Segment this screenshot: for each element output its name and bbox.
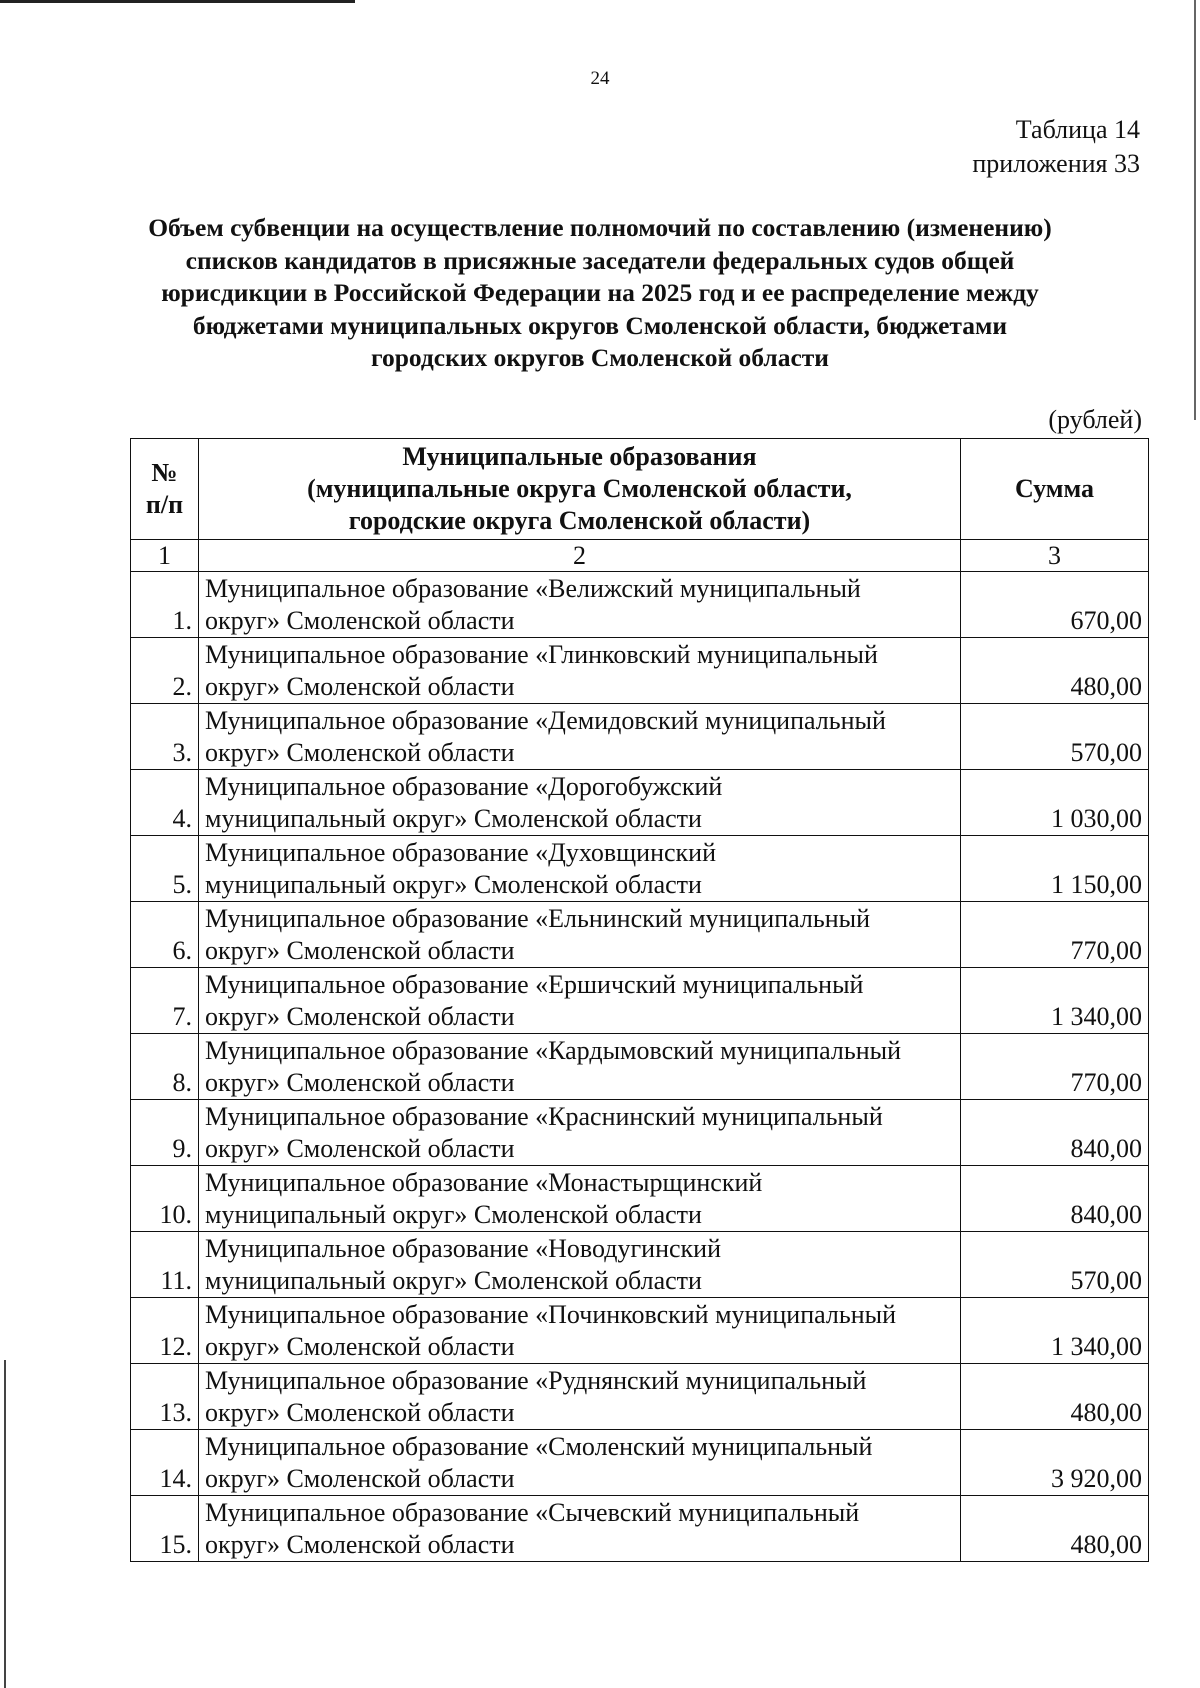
row-sum: 770,00 bbox=[961, 902, 1149, 968]
row-sum: 770,00 bbox=[961, 1034, 1149, 1100]
row-municipality-line-1: Муниципальное образование «Починковский муниципальный bbox=[205, 1300, 897, 1329]
row-municipality-line-2: округ» Смоленской области bbox=[205, 606, 515, 635]
row-municipality bbox=[199, 1034, 961, 1100]
row-municipality-line-2: округ» Смоленской области bbox=[205, 738, 515, 767]
row-municipality-line-1: Муниципальное образование «Демидовский муниципальный bbox=[205, 706, 886, 735]
row-municipality bbox=[199, 836, 961, 902]
row-municipality-line-1: Муниципальное образование «Дорогобужский bbox=[205, 772, 723, 801]
row-number: 14. bbox=[131, 1430, 199, 1496]
row-number: 9. bbox=[131, 1100, 199, 1166]
table-row bbox=[131, 902, 1149, 968]
table-row bbox=[131, 704, 1149, 770]
row-sum: 480,00 bbox=[961, 1364, 1149, 1430]
table-row bbox=[131, 1298, 1149, 1364]
row-municipality bbox=[199, 902, 961, 968]
row-municipality-line-2: муниципальный округ» Смоленской области bbox=[205, 804, 702, 833]
table-row bbox=[131, 1034, 1149, 1100]
row-sum: 480,00 bbox=[961, 638, 1149, 704]
row-municipality bbox=[199, 704, 961, 770]
table-row bbox=[131, 770, 1149, 836]
row-number: 2. bbox=[131, 638, 199, 704]
row-municipality-line-1: Муниципальное образование «Руднянский муниципальный bbox=[205, 1366, 867, 1395]
table-reference-line-1: Таблица 14 bbox=[1015, 115, 1140, 144]
row-sum: 670,00 bbox=[961, 572, 1149, 638]
row-number: 1. bbox=[131, 572, 199, 638]
document-title bbox=[120, 212, 1080, 375]
row-municipality-line-2: округ» Смоленской области bbox=[205, 672, 515, 701]
row-municipality-line-1: Муниципальное образование «Новодугинский bbox=[205, 1234, 721, 1263]
table-row bbox=[131, 1166, 1149, 1232]
scan-edge-right bbox=[1194, 0, 1196, 420]
row-municipality-line-1: Муниципальное образование «Велижский муниципальный bbox=[205, 574, 861, 603]
table-row bbox=[131, 1496, 1149, 1562]
row-municipality bbox=[199, 638, 961, 704]
row-municipality-line-1: Муниципальное образование «Глинковский муниципальный bbox=[205, 640, 878, 669]
header-number: № п/п bbox=[131, 439, 199, 540]
title-line-5: городских округов Смоленской области bbox=[371, 343, 829, 372]
row-municipality bbox=[199, 1100, 961, 1166]
row-municipality bbox=[199, 572, 961, 638]
row-number: 15. bbox=[131, 1496, 199, 1562]
row-municipality-line-1: Муниципальное образование «Кардымовский муниципальный bbox=[205, 1036, 902, 1065]
row-municipality-line-1: Муниципальное образование «Ершичский муниципальный bbox=[205, 970, 864, 999]
row-municipality bbox=[199, 1364, 961, 1430]
row-number: 12. bbox=[131, 1298, 199, 1364]
row-municipality-line-2: муниципальный округ» Смоленской области bbox=[205, 870, 702, 899]
row-number: 3. bbox=[131, 704, 199, 770]
row-number: 7. bbox=[131, 968, 199, 1034]
row-sum: 1 340,00 bbox=[961, 968, 1149, 1034]
table-row bbox=[131, 1364, 1149, 1430]
row-municipality-line-1: Муниципальное образование «Монастырщинский bbox=[205, 1168, 763, 1197]
header-municipality: Муниципальные образования (муниципальные округа Смоленской области, городские округа Смоленской области) bbox=[199, 439, 961, 540]
title-line-1: Объем субвенции на осуществление полномочий по составлению (изменению) bbox=[148, 213, 1052, 242]
row-sum: 570,00 bbox=[961, 1232, 1149, 1298]
row-municipality-line-1: Муниципальное образование «Краснинский муниципальный bbox=[205, 1102, 883, 1131]
units-label: (рублей) bbox=[1048, 405, 1142, 434]
title-line-4: бюджетами муниципальных округов Смоленской области, бюджетами bbox=[192, 310, 1008, 340]
row-municipality bbox=[199, 1298, 961, 1364]
row-municipality-line-2: муниципальный округ» Смоленской области bbox=[205, 1266, 702, 1295]
row-number: 6. bbox=[131, 902, 199, 968]
row-number: 5. bbox=[131, 836, 199, 902]
header-sum: Сумма bbox=[961, 439, 1149, 540]
page-number: 24 bbox=[590, 68, 610, 89]
table-row bbox=[131, 1100, 1149, 1166]
table-row bbox=[131, 638, 1149, 704]
row-municipality-line-2: округ» Смоленской области bbox=[205, 1332, 515, 1361]
row-municipality bbox=[199, 770, 961, 836]
table-row bbox=[131, 1430, 1149, 1496]
row-municipality-line-2: округ» Смоленской области bbox=[205, 936, 515, 965]
row-sum: 1 150,00 bbox=[961, 836, 1149, 902]
row-municipality-line-1: Муниципальное образование «Духовщинский bbox=[205, 838, 717, 867]
row-sum: 3 920,00 bbox=[961, 1430, 1149, 1496]
row-sum: 840,00 bbox=[961, 1100, 1149, 1166]
row-number: 10. bbox=[131, 1166, 199, 1232]
row-number: 8. bbox=[131, 1034, 199, 1100]
table-row bbox=[131, 1232, 1149, 1298]
column-number-row bbox=[131, 540, 1149, 572]
row-municipality-line-2: округ» Смоленской области bbox=[205, 1134, 515, 1163]
row-municipality-line-2: округ» Смоленской области bbox=[205, 1068, 515, 1097]
table-header-row bbox=[131, 439, 1149, 540]
scan-edge-top bbox=[0, 0, 355, 3]
scan-edge-left bbox=[4, 1360, 6, 1688]
row-number: 11. bbox=[131, 1232, 199, 1298]
row-sum: 840,00 bbox=[961, 1166, 1149, 1232]
column-number-3: 3 bbox=[961, 540, 1149, 572]
row-municipality-line-1: Муниципальное образование «Ельнинский муниципальный bbox=[205, 904, 871, 933]
row-sum: 1 340,00 bbox=[961, 1298, 1149, 1364]
column-number-1: 1 bbox=[131, 540, 199, 572]
row-municipality bbox=[199, 1232, 961, 1298]
row-municipality bbox=[199, 968, 961, 1034]
row-municipality-line-1: Муниципальное образование «Смоленский муниципальный bbox=[205, 1432, 873, 1461]
table-row bbox=[131, 836, 1149, 902]
row-municipality-line-2: округ» Смоленской области bbox=[205, 1464, 515, 1493]
allocation-table bbox=[130, 438, 1149, 1562]
row-number: 4. bbox=[131, 770, 199, 836]
row-municipality bbox=[199, 1166, 961, 1232]
title-line-3: юрисдикции в Российской Федерации на 2025 год и ее распределение между bbox=[161, 278, 1039, 307]
table-reference-line-2: приложения 33 bbox=[972, 149, 1140, 178]
row-municipality-line-2: округ» Смоленской области bbox=[205, 1398, 515, 1427]
row-sum: 1 030,00 bbox=[961, 770, 1149, 836]
title-line-2: списков кандидатов в присяжные заседатели федеральных судов общей bbox=[185, 245, 1015, 275]
column-number-2: 2 bbox=[199, 540, 961, 572]
table-reference bbox=[972, 113, 1140, 181]
table-row bbox=[131, 572, 1149, 638]
row-municipality-line-2: округ» Смоленской области bbox=[205, 1002, 515, 1031]
table-row bbox=[131, 968, 1149, 1034]
row-sum: 570,00 bbox=[961, 704, 1149, 770]
row-sum: 480,00 bbox=[961, 1496, 1149, 1562]
row-municipality-line-2: округ» Смоленской области bbox=[205, 1530, 515, 1559]
row-municipality bbox=[199, 1496, 961, 1562]
row-municipality-line-2: муниципальный округ» Смоленской области bbox=[205, 1200, 702, 1229]
row-municipality-line-1: Муниципальное образование «Сычевский муниципальный bbox=[205, 1498, 860, 1527]
row-municipality bbox=[199, 1430, 961, 1496]
row-number: 13. bbox=[131, 1364, 199, 1430]
